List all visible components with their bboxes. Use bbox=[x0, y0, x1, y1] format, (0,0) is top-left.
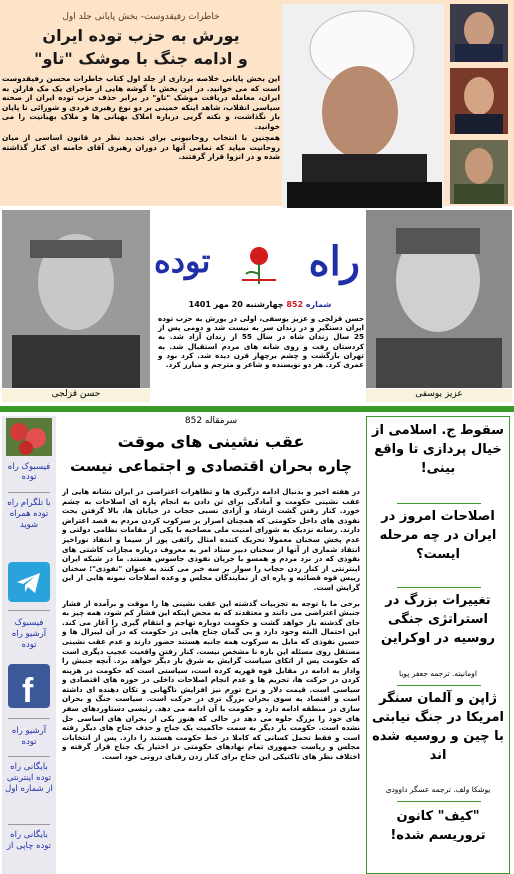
headline-rule-1 bbox=[397, 503, 481, 504]
article-body-2: همچنین با انتخاب روحانیونی برای تجدید نظر در قانون اساسی از میان روحانیت میاید که تمامی آنها در دوران رهبری آقای خامنه ای کنار گذاشته شده و در انزوا قرار گرفتند. bbox=[2, 133, 280, 161]
headline-rule-3 bbox=[397, 685, 481, 686]
editorial bbox=[62, 416, 360, 874]
article-body: این بخش پایانی خلاصه برداری از جلد اول کتاب خاطرات محسن رفیقدوست است که می خوانید. در این بخش با گوشه هایی از ماجرای یک مک فارلن به ایران، معامله دریافت موشک "تاو" در برابر حذف حزب توده ایران از صحنه سیاسی انقلاب، شاهد اینکه خمینی بر دو نوع رهبری فردی و شورائی تا پایان باز نگذاشت، و نکته گریی درباره املاک بهبانی ها و ملاک بهبانیت را می خوانید. bbox=[2, 74, 280, 131]
headlines-column bbox=[366, 416, 510, 874]
roses-thumbnail[interactable] bbox=[6, 418, 52, 456]
logo-word-tudeh: توده bbox=[154, 242, 211, 280]
headline-4-byline: یوشکا ولف. ترجمه عسگر داوودی bbox=[385, 785, 491, 794]
top-banner bbox=[0, 0, 514, 206]
top-text-block bbox=[2, 12, 280, 162]
sidebar bbox=[2, 416, 56, 874]
kicker: خاطرات رفیقدوست- بخش پایانی جلد اول bbox=[62, 12, 220, 22]
article-title-line1[interactable]: یورش به حزب توده ایران bbox=[42, 26, 240, 45]
photo-reagan bbox=[450, 4, 508, 62]
logo-word-rah: راه bbox=[308, 238, 360, 285]
photo-north bbox=[450, 140, 508, 204]
caption-right: عزیز یوسفی bbox=[366, 389, 512, 402]
sidebar-rule-3 bbox=[8, 718, 50, 719]
photo-mcfarlane bbox=[450, 68, 508, 134]
photo-hasan-ghezelji bbox=[2, 210, 150, 388]
editorial-section: سرمقاله 852 bbox=[184, 416, 238, 426]
svg-text:f: f bbox=[22, 672, 34, 708]
caption-left: حسن قزلجی bbox=[2, 389, 150, 402]
editorial-title-line2[interactable]: چاره بحران اقتصادی و اجتماعی نیست bbox=[69, 457, 353, 475]
issue-number: 852 bbox=[286, 300, 304, 309]
issue-line bbox=[160, 300, 360, 309]
telegram-icon[interactable] bbox=[8, 562, 50, 602]
editorial-para-1: در هفته اخیر و بدنبال ادامه درگیری ها و تظاهرات اعتراضی در ایران نشانه هایی از عقب نشینی حکومت و آمادگی برای تن دادن به انجام پاره ای اصلاحات به چشم خورد. کنار رفتن گشت ارشاد و آزادی نسبی حجاب در خیابان ها، بالا گرفتن بحث نفوذی های داخل حکومتی که همچنان اصرار بر سرکوب کردن مردم به قصد اعتراض دارند. رسانه نزدیک به شورای امنیت ملی مصاحبه با یکی از مقامات نظامی دولتی و عدم پخش سخنان معمولا تحریک کننده امثال رائفی پور از سیما و انتقاد نوراخیز انتقاد شماری از آنها از سخنان دبیر ستاد امر به معروف درباره مجازات کاشتی های نفوذی که در نزد مردم و همسو با جریان نفوذی جاسوس هستند. ما در شبکه ایران اینترنتی از کنار زدن حجاب را سوار بر سه خبر می کنند به عنوان "نفوذی"؛ سخنان رییس قوه قضائیه و پاره ای از نمایندگان مجلس و وعده اصلاحات نمونه هایی از این گرایش است. bbox=[62, 487, 360, 592]
archive-old-link[interactable]: بایگانی راه توده اینترنتی از شماره اول bbox=[5, 762, 53, 794]
section-divider bbox=[0, 406, 514, 412]
sidebar-rule-2 bbox=[8, 610, 50, 611]
middle-blurb: حسن قزلجی و عزیز یوسفی، اولی در یورش به حزب توده ایران دستگیر و در زندان سر به نیست شد و دومی پس از 25 سال زندان شاه در سال 55 از زندان آزاد شد. به کردستان رفت و روی شانه های مردم استقبال شد. به تهران بازگشت و چشم برچهار قرن دیده شد. کرد بود و عمری کرد. هر دو نویسنده و شاعر و مترجم و مبارز کرد. bbox=[158, 314, 364, 370]
editorial-title-line1[interactable]: عقب نشینی های موقت bbox=[117, 432, 305, 451]
headline-1[interactable]: سقوط ج. اسلامی از خیال پردازی تا واقع بینی! bbox=[372, 423, 504, 476]
headline-rule-4 bbox=[397, 801, 481, 802]
archive-link[interactable]: آرشیو راه توده bbox=[11, 726, 47, 747]
article-title-line2[interactable]: و ادامه جنگ با موشک "تاو" bbox=[34, 49, 248, 68]
sidebar-rule-1 bbox=[8, 492, 50, 493]
facebook-archive-link[interactable]: فیسبوک آرشیو راه توده bbox=[11, 618, 47, 650]
headline-3[interactable]: تغییرات بزرگ در استراتژی جنگی روسیه در اوکراین bbox=[381, 593, 495, 646]
middle-band bbox=[0, 208, 514, 404]
photo-aziz-yousefi bbox=[366, 210, 512, 388]
sidebar-rule-4 bbox=[8, 756, 50, 757]
headline-4[interactable]: ژاپن و آلمان سنگر امریکا در جنگ نیابتی با چین و روسیه شده اند bbox=[371, 691, 505, 763]
photo-rafsanjani bbox=[282, 4, 444, 208]
headline-2[interactable]: اصلاحات امروز در ایران در چه مرحله ایست؟ bbox=[379, 509, 497, 562]
masthead-logo[interactable] bbox=[152, 238, 364, 288]
headline-5[interactable]: "کیف" کانون تروریسم شده! bbox=[390, 809, 486, 843]
headline-rule-2 bbox=[397, 587, 481, 588]
telegram-link[interactable]: با تلگرام راه توده همراه شوید bbox=[7, 498, 51, 530]
issue-date: چهارشنبه 20 مهر 1401 bbox=[188, 300, 284, 309]
archive-print-link[interactable]: بایگانی راه توده چاپی از bbox=[6, 830, 52, 851]
facebook-icon[interactable] bbox=[8, 664, 50, 708]
editorial-para-2: برخی ما با توجه به تجربیات گذشته این عقب نشینی ها را موقت و برآمده از فشار جنبش اعتراضی می دانند و معتقدند که به محض اینکه این فشار کم شود، همه چیز به جای گذشته باز خواهد گشت و حکومت دوباره تهاجم و انتقام گیری را آغاز می کند. این احتمال البته وجود دارد و بی گمان جناح هایی در حکومت که در آن لیبرال ها و حسین نفوذی که مایل به سرکوب همه جانبه هستند حضور دارند و عدم عقب نشینی مستقل روی مسئله این باره نا مشخص نیست. کنار رفتن واقعیت عجیب دیگری است که حکومت پس از اتکای سیاست گرایش به شرق بار دیگر خواهد برد. آنچه جنبش را وادار به ادامه در مقابل قوه قهریه کرده است، سیاستی است که حکومت در هزینه کردن در حرکت ها، تحریم ها و عدم انجام اصلاحات داخلی در حوزه های اقتصادی و سیاسی است. قیمت دلار و نرخ تورم نیز افزایش ناگهانی و تکان دهنده ای داشته است و اقتصاد به سوی بحران بزرگ تری در حرکت است. سیاست جنگ و بحران سازی در منطقه ادامه دارد و حکومت با آن ادامه می دهد. رئیسی دستاوردهای سفر های خود را بزرگ جلوه می دهد در حالی که هنوز یکی از بحران های اساسی حل نشده است. حکومت بار دیگر به سمت حاکمیت یک جناح و حذف جناح های دیگر رفته است و فقط تحمل کسانی که کاملا در خط حکومت هستند را دارد. پس از انتخابات مجلس و ریاست جمهوری تمام نهادهای حکومتی در اختیار یک جناح قرار گرفته و اختلاف نظر های تاکتیکی این جناح برای کنار زدن رقبای درونی خود است. bbox=[62, 598, 360, 762]
sidebar-rule-5 bbox=[8, 824, 50, 825]
facebook-link[interactable]: فیسبوک راه توده bbox=[7, 462, 51, 482]
rose-icon bbox=[242, 244, 276, 288]
issue-label: شماره bbox=[305, 300, 332, 309]
headline-3-byline: اومانیته. ترجمه جعفر پویا bbox=[399, 669, 477, 678]
